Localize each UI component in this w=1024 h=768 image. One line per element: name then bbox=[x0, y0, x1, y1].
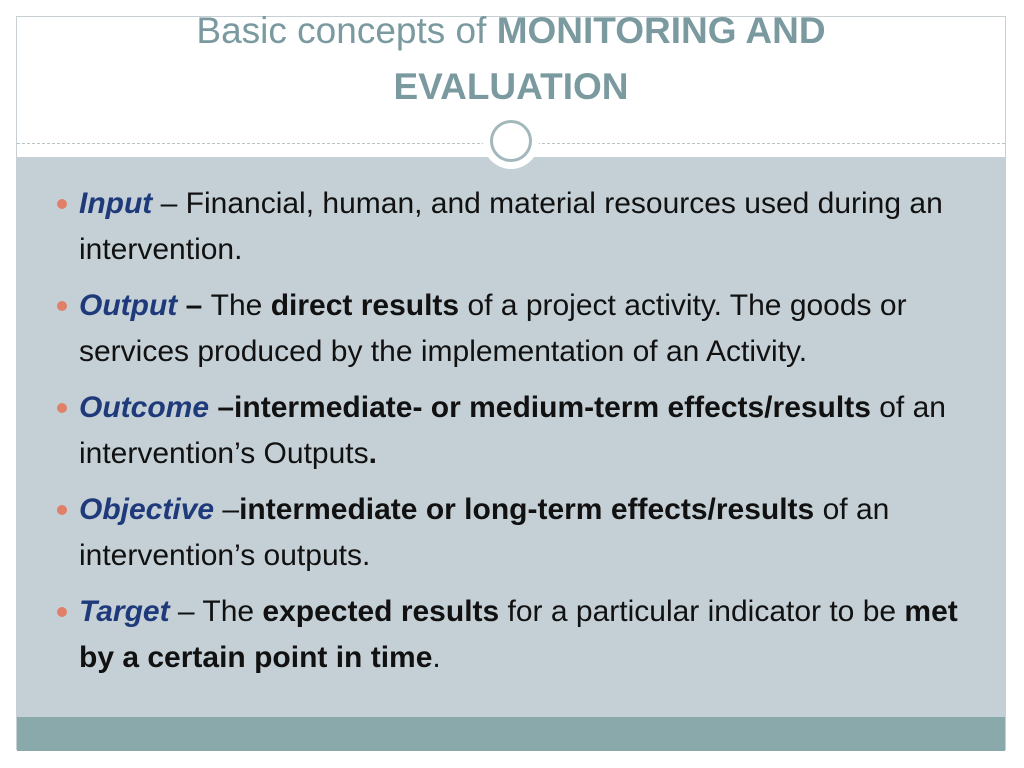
definition-outcome-period: . bbox=[368, 437, 377, 470]
definition-target-bold2: met by a certain point in time bbox=[79, 595, 958, 674]
footer-bar bbox=[17, 717, 1005, 751]
bullet-dot-icon bbox=[57, 301, 67, 311]
bullet-item-input bbox=[57, 181, 985, 273]
divider-ring-icon bbox=[483, 113, 539, 169]
definition-output-dash: – bbox=[177, 289, 211, 322]
term-output: Output bbox=[79, 289, 178, 322]
content-panel bbox=[17, 157, 1005, 717]
definition-output-bold: direct results bbox=[270, 289, 460, 322]
definition-input: – Financial, human, and material resources used during an intervention. bbox=[79, 187, 943, 266]
bullet-dot-icon bbox=[57, 607, 67, 617]
bullet-item-objective bbox=[57, 487, 985, 579]
term-target: Target bbox=[79, 595, 170, 628]
slide-frame bbox=[16, 10, 1006, 750]
definition-objective-dash: – bbox=[214, 493, 240, 526]
definition-objective-rest: of an intervention’s outputs. bbox=[79, 493, 890, 572]
title-bold-line1: MONITORING AND bbox=[496, 10, 826, 51]
slide-title bbox=[97, 3, 925, 115]
bullet-dot-icon bbox=[57, 403, 67, 413]
definition-target-period: . bbox=[432, 641, 441, 674]
term-outcome: Outcome bbox=[79, 391, 210, 424]
bullet-item-target bbox=[57, 589, 985, 681]
term-input: Input bbox=[79, 187, 153, 220]
bullet-dot-icon bbox=[57, 505, 67, 515]
definition-objective-bold: intermediate or long-term effects/results bbox=[239, 493, 815, 526]
term-objective: Objective bbox=[79, 493, 215, 526]
bullet-dot-icon bbox=[57, 199, 67, 209]
definition-outcome-rest: of an intervention’s Outputs bbox=[79, 391, 946, 470]
bullet-list bbox=[57, 181, 985, 691]
definition-target-mid: for a particular indicator to be bbox=[499, 595, 905, 628]
definition-output-the: The bbox=[210, 289, 271, 322]
definition-target-lead: – The bbox=[169, 595, 263, 628]
bullet-item-outcome bbox=[57, 385, 985, 477]
bullet-item-output bbox=[57, 283, 985, 375]
ring-inner bbox=[490, 120, 532, 162]
title-light: Basic concepts of bbox=[196, 10, 497, 51]
definition-output-rest: of a project activity. The goods or services produced by the implementation of an Activity. bbox=[79, 289, 907, 368]
title-bold-line2: EVALUATION bbox=[393, 66, 629, 107]
definition-target-bold1: expected results bbox=[262, 595, 500, 628]
definition-outcome-bold: –intermediate- or medium-term effects/results bbox=[209, 391, 871, 424]
